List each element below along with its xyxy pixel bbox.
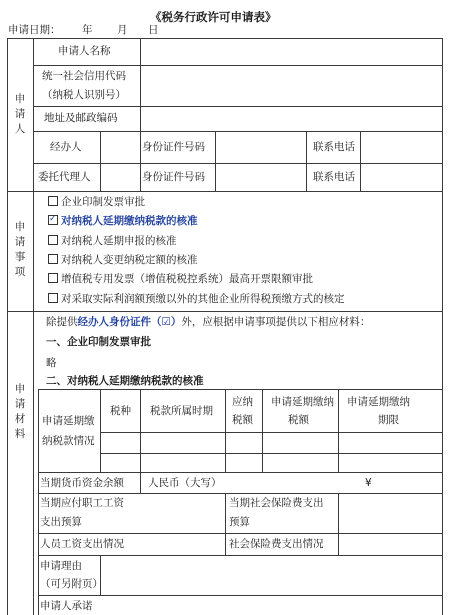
matter-item[interactable]: 对纳税人延期申报的核准 [48,235,177,248]
social-budget-field[interactable] [340,495,440,531]
handler-id-label: 身份证件号码 [142,141,205,153]
checkbox-checked[interactable] [48,215,58,225]
side-label-applicant: 申 请 人 [14,93,26,135]
materials-heading-1: 一、企业印制发票审批 [46,336,151,348]
checkbox[interactable] [48,254,58,264]
social-budget-label: 当期社会保险费支出 [229,497,324,509]
handler-phone-label: 联系电话 [313,141,355,153]
credit-code-label: 统一社会信用代码 [42,70,126,82]
col-tax-due: 应纳 [232,396,253,408]
checkbox[interactable] [48,273,58,283]
col-deferral-term: 申请延期缴纳 [347,396,410,408]
side-label-matters: 申 请 事 项 [14,221,26,278]
wage-budget-label: 当期应付职工工资 [40,497,124,509]
col-deferral-term-2: 期限 [378,414,399,426]
social-paid-field[interactable] [340,535,440,553]
checkbox[interactable] [48,235,58,245]
materials-heading-2: 二、对纳税人延期缴纳税款的核准 [46,375,204,387]
yen-sign: ¥ [365,477,372,489]
reason-label: 申请理由 [40,560,82,572]
agent-phone-field[interactable] [362,165,440,189]
social-paid-label: 社会保险费支出情况 [229,538,324,550]
wage-budget-label-2: 支出预算 [40,516,82,528]
agent-label: 委托代理人 [38,171,91,183]
matter-item[interactable]: ✓对纳税人延期缴纳税款的核准 [48,215,198,228]
wage-paid-label: 人员工资支出情况 [40,538,124,550]
materials-omit: 略 [46,357,57,369]
matter-item[interactable]: 企业印制发票审批 [48,196,145,209]
agent-id-label: 身份证件号码 [142,171,205,183]
address-label: 地址及邮政编码 [44,112,118,124]
col-tax-due-2: 税额 [232,414,253,426]
wage-budget-field[interactable] [142,495,223,531]
credit-code-field[interactable] [143,67,439,104]
col-tax-period: 税款所属时期 [150,405,213,417]
apply-date-month: 月 [117,24,128,36]
materials-intro: 除提供经办人身份证件（☑）外，应根据申请事项提供以下相应材料： [46,316,371,328]
form-title: 《税务行政许可申请表》 [150,10,277,24]
agent-phone-label: 联系电话 [313,171,355,183]
deferral-row-label: 申请延期缴 [42,415,95,427]
side-label-materials: 申 请 材 料 [14,383,26,440]
deferral-entry-row[interactable] [102,434,440,451]
matter-item[interactable]: 对纳税人变更纳税定额的核准 [48,254,198,267]
handler-phone-field[interactable] [362,133,440,161]
handler-label: 经办人 [50,141,82,153]
col-tax-type: 税种 [110,405,131,417]
social-budget-label-2: 预算 [229,516,250,528]
agent-id-field[interactable] [217,165,304,189]
checked-icon: ☑ [161,316,171,328]
checkbox[interactable] [48,293,58,303]
cash-balance-label: 当期货币资金余额 [40,477,124,489]
deferral-entry-row[interactable] [102,455,440,470]
address-field[interactable] [143,108,439,129]
col-deferral-amount-2: 税额 [288,414,309,426]
applicant-name-label: 申请人名称 [58,45,111,57]
rmb-uppercase-label: 人民币（大写） [148,477,222,489]
deferral-row-label-2: 纳税款情况 [42,435,95,447]
handler-id-field[interactable] [217,133,304,161]
promise-label: 申请人承诺 [40,600,93,612]
wage-paid-field[interactable] [142,535,223,553]
apply-date-year: 年 [82,24,93,36]
col-deferral-amount: 申请延期缴纳 [271,396,334,408]
reason-sublabel: （可另附页） [40,578,103,590]
reason-field[interactable] [102,557,440,593]
credit-code-sublabel: （纳税人识别号） [42,89,126,101]
apply-date-day: 日 [148,24,159,36]
checkbox[interactable] [48,196,58,206]
matter-item[interactable]: 对采取实际利润额预缴以外的其他企业所得税预缴方式的核定 [48,293,345,306]
apply-date-label: 申请日期： [8,24,61,36]
matter-item[interactable]: 增值税专用发票（增值税税控系统）最高开票限额审批 [48,273,313,286]
applicant-name-field[interactable] [143,40,439,63]
